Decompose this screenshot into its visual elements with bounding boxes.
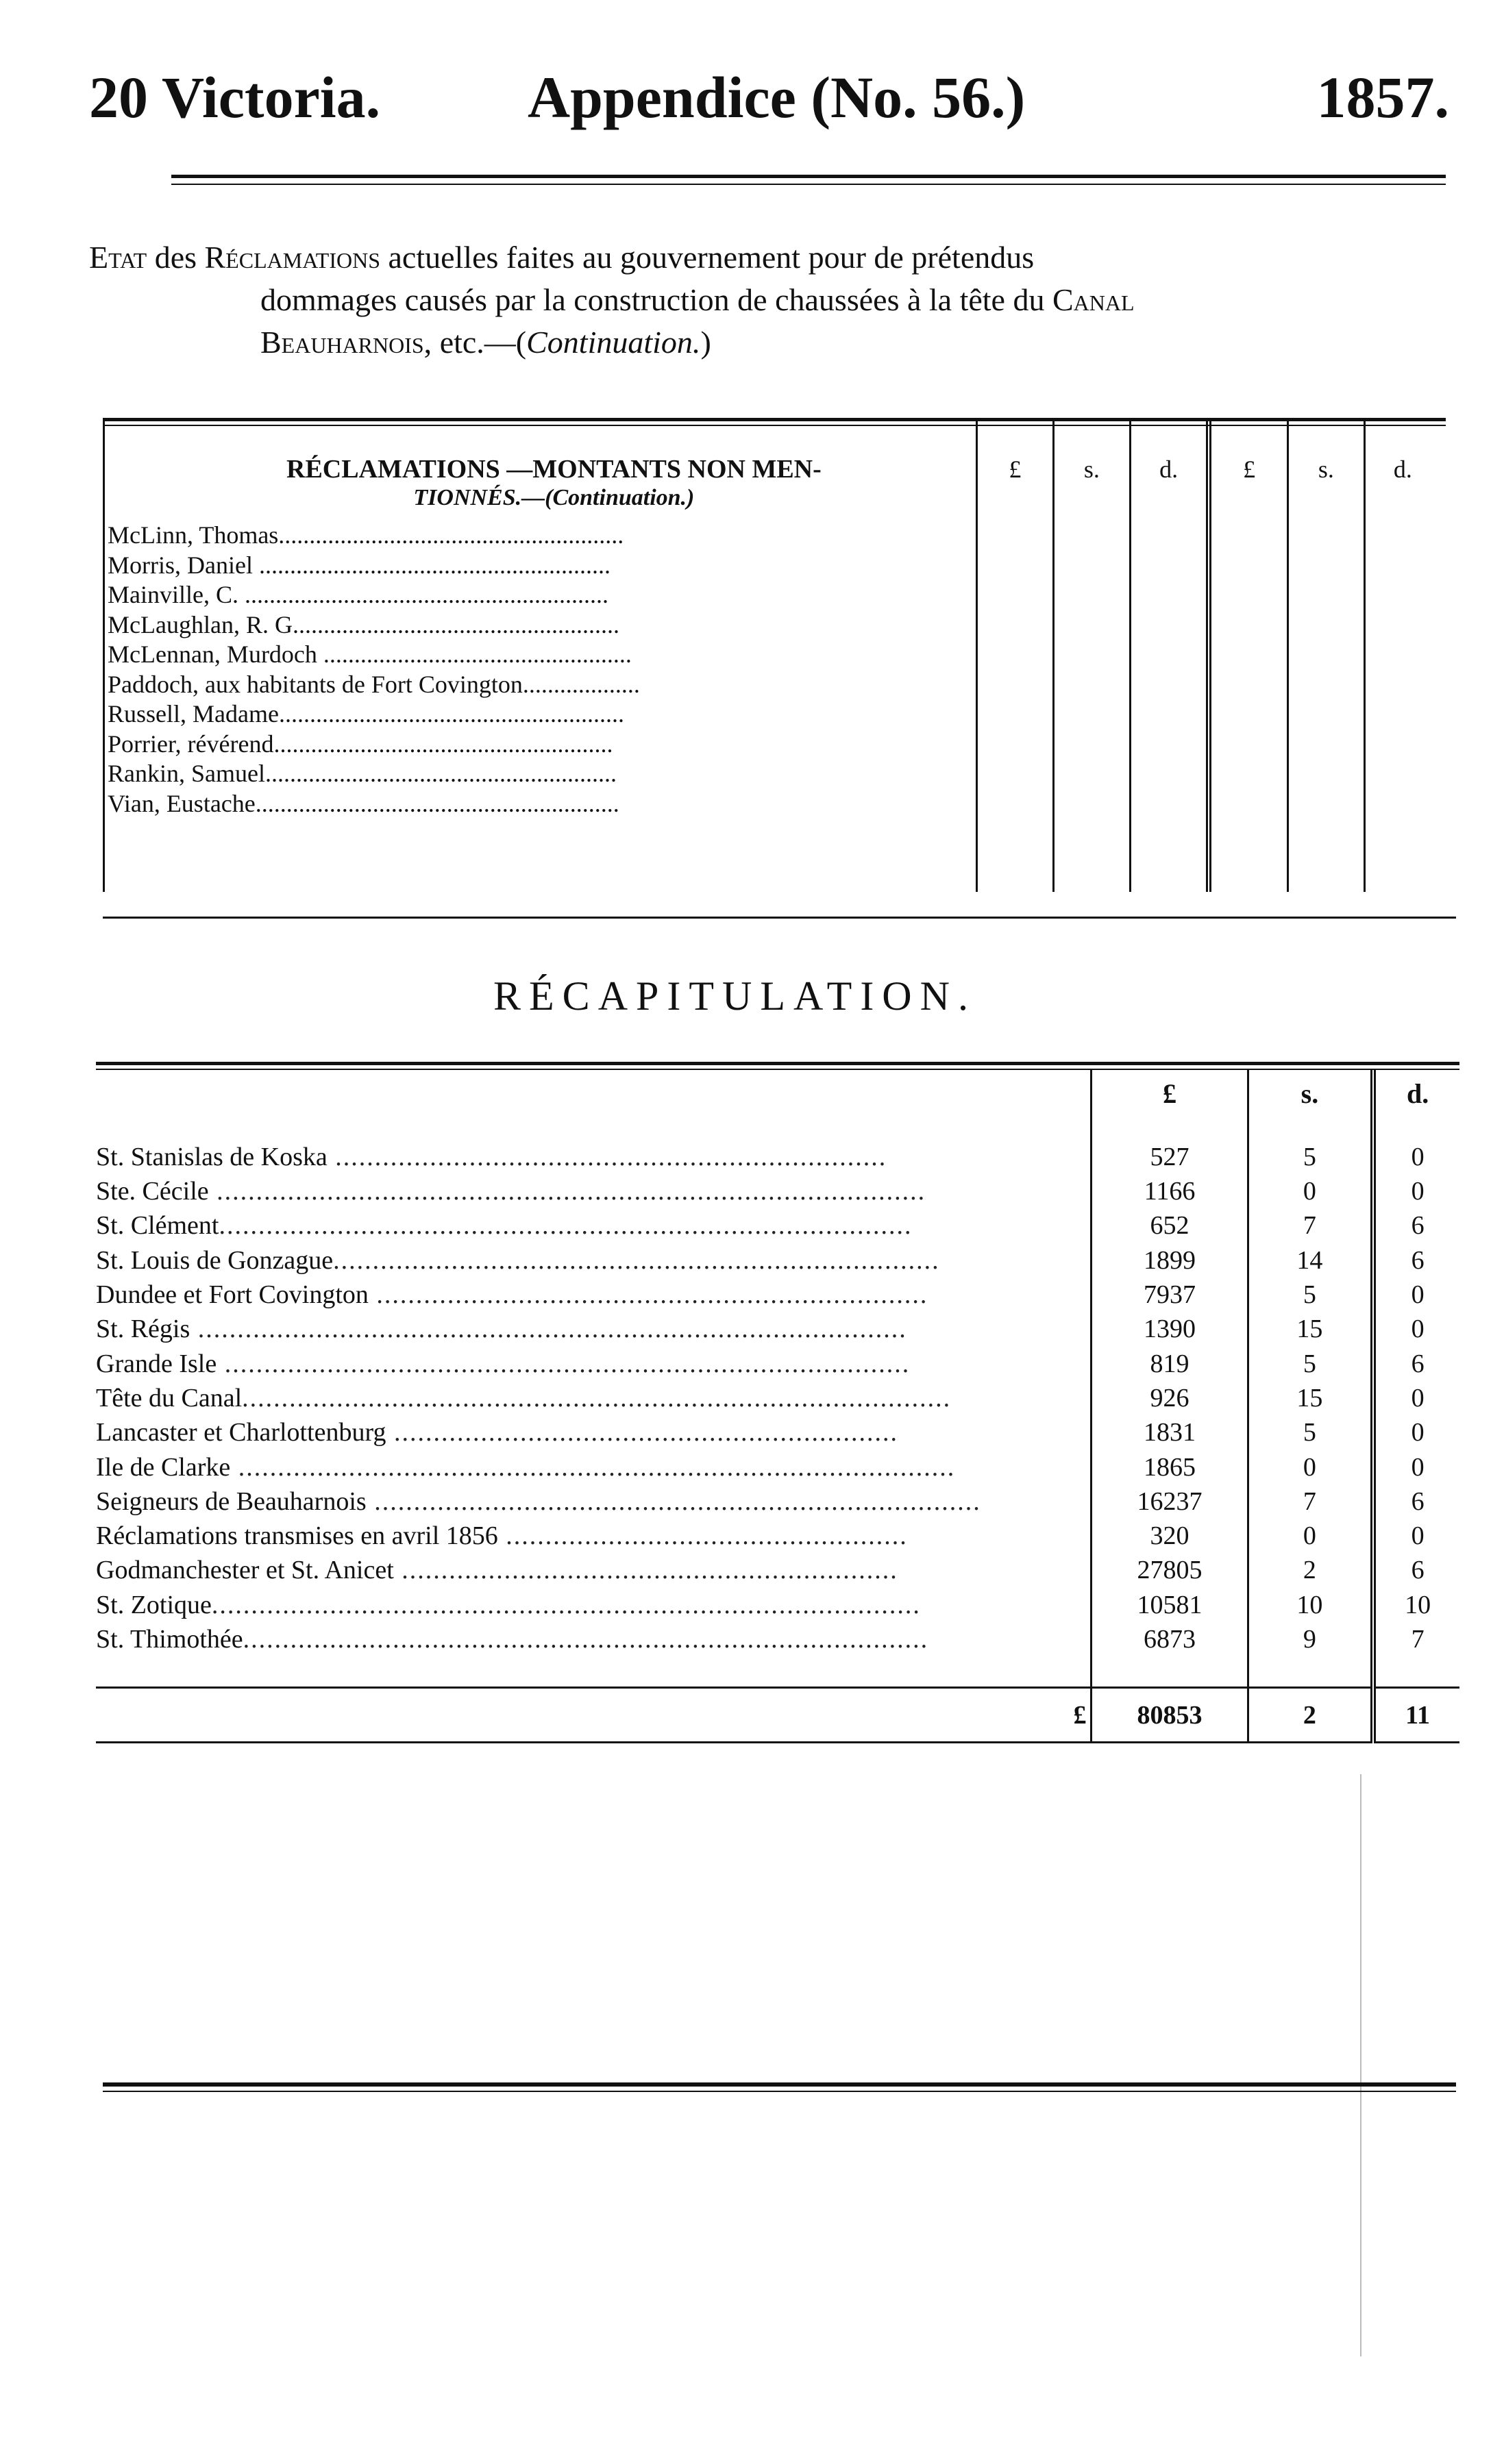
lower-vertical-rule-2 <box>1360 2096 1361 2356</box>
claim-row: Rankin, Samuel......................................................... <box>108 760 617 787</box>
title-line2: dommages causés par la construction de chaussées à la tête du <box>260 282 1045 317</box>
recap-row: St. Clément........................................................................................ 652 7 6 <box>96 1208 1459 1243</box>
recap-row-shillings: 7 <box>1248 1484 1373 1519</box>
title-etat: Etat <box>89 240 147 275</box>
lower-vertical-rule <box>1360 1774 1361 2130</box>
header-session: 20 Victoria. <box>89 64 381 130</box>
col-shilling-2: s. <box>1287 419 1364 512</box>
recap-row: St. Thimothée....................................................................................... 6873 9 7 <box>96 1622 1459 1656</box>
title-beauharnois: Beauharnois, <box>260 325 432 360</box>
claim-row: McLennan, Murdoch .................................................. <box>108 640 632 668</box>
recap-row-name: Dundee et Fort Covington <box>96 1280 369 1310</box>
recap-row-name: St. Zotique <box>96 1590 212 1619</box>
recap-row-pence: 0 <box>1411 1521 1425 1551</box>
recap-row-name: Godmanchester et St. Anicet <box>96 1556 394 1585</box>
bottom-rule-thick <box>103 2082 1456 2087</box>
recap-row-pence: 0 <box>1411 1418 1425 1447</box>
recap-col-shilling: s. <box>1248 1069 1373 1110</box>
title-rest: actuelles faites au gouvernement pour de prétendus <box>388 240 1035 275</box>
recap-row: Grande Isle ....................................................................................... 819 5 6 <box>96 1347 1459 1381</box>
col-pound-2: £ <box>1209 419 1287 512</box>
recap-row-name: Seigneurs de Beauharnois <box>96 1486 367 1516</box>
title-reclamations: Réclamations <box>204 240 380 275</box>
recap-row-pence: 0 <box>1411 1177 1425 1206</box>
recap-row-name: St. Stanislas de Koska <box>96 1142 328 1171</box>
title-continuation: Continuation. <box>526 325 701 360</box>
recap-row: Réclamations transmises en avril 1856 ................................................... 320 0 0 <box>96 1519 1459 1553</box>
recap-row-shillings: 9 <box>1248 1622 1373 1656</box>
title-close: ) <box>700 325 711 360</box>
recap-row-name: Grande Isle <box>96 1349 217 1378</box>
recap-row-name: Ste. Cécile <box>96 1177 209 1206</box>
recap-row-name: Lancaster et Charlottenburg <box>96 1418 386 1447</box>
recap-row-shillings: 0 <box>1248 1519 1373 1553</box>
header-rule-thick <box>171 175 1446 178</box>
recap-row-pence: 6 <box>1411 1211 1425 1241</box>
claims-names <box>104 512 977 892</box>
recap-row-pence: 0 <box>1411 1315 1425 1344</box>
claim-row: Mainville, C. ........................................................... <box>108 581 608 608</box>
recap-row-name: Tête du Canal <box>96 1383 243 1413</box>
recap-row-pence: 0 <box>1411 1280 1425 1310</box>
recap-row-pence: 0 <box>1411 1383 1425 1413</box>
recap-row-pence: 6 <box>1411 1349 1425 1378</box>
recap-row: Seigneurs de Beauharnois ............................................................................. 16237 7 6 <box>96 1484 1459 1519</box>
recap-row-pounds: 16237 <box>1092 1484 1248 1519</box>
recap-row: Lancaster et Charlottenburg ................................................................ 1831 5 0 <box>96 1415 1459 1449</box>
recap-row-pence: 10 <box>1405 1590 1431 1619</box>
col-pence: d. <box>1130 419 1209 512</box>
recap-row-shillings: 10 <box>1248 1588 1373 1622</box>
recap-title: RÉCAPITULATION. <box>493 973 976 1019</box>
recap-total-currency: £ <box>96 1688 1092 1743</box>
recap-row-shillings: 14 <box>1248 1243 1373 1278</box>
recap-col-pound: £ <box>1092 1069 1248 1110</box>
recap-row: Dundee et Fort Covington ...................................................................... 7937 5 0 <box>96 1278 1459 1312</box>
recap-row-pence: 0 <box>1411 1452 1425 1482</box>
recap-row: Godmanchester et St. Anicet ............................................................... 27805 2 6 <box>96 1553 1459 1587</box>
recap-row-pounds: 6873 <box>1092 1622 1248 1656</box>
claims-table <box>103 419 1442 892</box>
header-rule-thin <box>171 184 1446 185</box>
claims-heading-line1: RÉCLAMATIONS —MONTANTS NON MEN- <box>286 455 822 484</box>
header-year: 1857. <box>1316 64 1449 130</box>
claim-row: McLaughlan, R. G..................................................... <box>108 610 619 638</box>
running-header <box>89 63 1449 138</box>
recap-row-name: St. Clément <box>96 1211 219 1241</box>
recap-row: St. Stanislas de Koska ...................................................................... 527 5 0 <box>96 1140 1459 1174</box>
recap-row-shillings: 5 <box>1248 1347 1373 1381</box>
recap-row-shillings: 7 <box>1248 1208 1373 1243</box>
recap-row-pence: 6 <box>1411 1486 1425 1516</box>
bottom-rule-thin <box>103 2091 1456 2092</box>
recap-row-pence: 7 <box>1411 1625 1425 1654</box>
claim-row: McLinn, Thomas........................................................ <box>108 521 624 549</box>
claims-heading <box>104 419 977 512</box>
recap-row-shillings: 0 <box>1248 1174 1373 1208</box>
title-etc: etc.—( <box>439 325 527 360</box>
recap-row-pounds: 320 <box>1092 1519 1248 1553</box>
recap-row: St. Zotique.......................................................................................... 10581 10 10 <box>96 1588 1459 1622</box>
recap-row: St. Régis .......................................................................................... 1390 15 0 <box>96 1312 1459 1346</box>
recap-row: Ile de Clarke ........................................................................................... 1865 0 0 <box>96 1449 1459 1484</box>
document-title <box>89 236 1453 364</box>
recap-total-row <box>96 1688 1459 1743</box>
claim-row: Porrier, révérend....................................................... <box>108 730 613 758</box>
recap-row-shillings: 5 <box>1248 1140 1373 1174</box>
recap-row: Ste. Cécile .......................................................................................... 1166 0 0 <box>96 1174 1459 1208</box>
recap-table <box>96 1069 1459 1743</box>
recap-row-pounds: 652 <box>1092 1208 1248 1243</box>
recap-total-shillings: 2 <box>1248 1688 1373 1743</box>
recap-row-pence: 6 <box>1411 1245 1425 1275</box>
claim-row: Russell, Madame........................................................ <box>108 700 624 727</box>
claim-row: Paddoch, aux habitants de Fort Covington................... <box>108 670 640 698</box>
recap-row-shillings: 15 <box>1248 1312 1373 1346</box>
recap-row-pounds: 1831 <box>1092 1415 1248 1449</box>
recap-row-pounds: 1865 <box>1092 1449 1248 1484</box>
col-pence-2: d. <box>1393 456 1412 483</box>
table1-bottom-rule <box>103 917 1456 919</box>
header-appendix: Appendice (No. 56.) <box>528 64 1026 130</box>
recap-row-name: St. Régis <box>96 1315 190 1344</box>
recap-row-pounds: 527 <box>1092 1140 1248 1174</box>
recap-row-pounds: 926 <box>1092 1381 1248 1415</box>
title-canal: Canal <box>1052 282 1135 317</box>
recap-row-pounds: 1166 <box>1092 1174 1248 1208</box>
recap-row-pounds: 1899 <box>1092 1243 1248 1278</box>
claim-row: Vian, Eustache........................................................... <box>108 789 619 817</box>
recap-top-rule-thick <box>96 1062 1459 1065</box>
recap-row-pounds: 27805 <box>1092 1553 1248 1587</box>
recap-row-pounds: 819 <box>1092 1347 1248 1381</box>
recap-row-pence: 0 <box>1411 1142 1425 1171</box>
recap-row-shillings: 5 <box>1248 1415 1373 1449</box>
recap-row-shillings: 5 <box>1248 1278 1373 1312</box>
recap-row-name: St. Louis de Gonzague <box>96 1245 334 1275</box>
recap-row-name: Ile de Clarke <box>96 1452 231 1482</box>
recap-row-name: Réclamations transmises en avril 1856 <box>96 1521 498 1551</box>
col-shilling: s. <box>1053 419 1130 512</box>
recap-row-shillings: 0 <box>1248 1449 1373 1484</box>
recap-row: Tête du Canal.......................................................................................... 926 15 0 <box>96 1381 1459 1415</box>
recap-total-pence: 11 <box>1373 1688 1459 1743</box>
claim-row: Morris, Daniel ......................................................... <box>108 551 611 579</box>
recap-col-pence: d. <box>1406 1078 1429 1109</box>
col-pound: £ <box>976 419 1053 512</box>
recap-row-name: St. Thimothée <box>96 1625 243 1654</box>
claims-heading-line2: TIONNÉS.—(Continuation.) <box>413 485 695 510</box>
recap-row-pounds: 10581 <box>1092 1588 1248 1622</box>
recap-row-shillings: 2 <box>1248 1553 1373 1587</box>
recap-row-shillings: 15 <box>1248 1381 1373 1415</box>
title-des: des <box>154 240 197 275</box>
recap-row-pounds: 1390 <box>1092 1312 1248 1346</box>
recap-row: St. Louis de Gonzague............................................................................. 1899 14 6 <box>96 1243 1459 1278</box>
recap-row-pence: 6 <box>1411 1556 1425 1585</box>
recap-row-pounds: 7937 <box>1092 1278 1248 1312</box>
recap-total-pounds: 80853 <box>1092 1688 1248 1743</box>
